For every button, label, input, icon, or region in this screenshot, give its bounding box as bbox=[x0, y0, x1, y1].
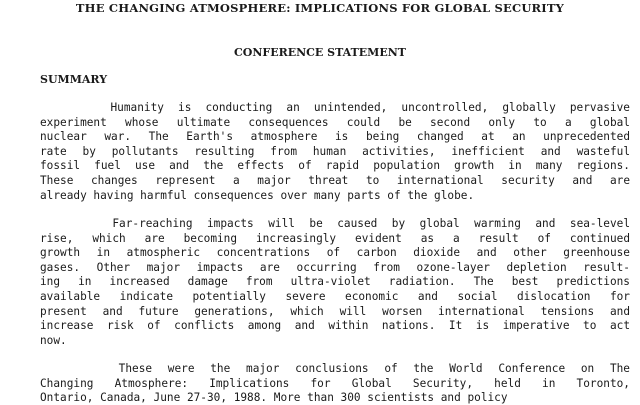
paragraph-line: now. bbox=[40, 333, 67, 347]
paragraph-line: present and future generations, which will worsen international tensions and bbox=[40, 304, 630, 318]
paragraph-line: gases. Other major impacts are occurring from ozone-layer depletion result- bbox=[40, 260, 630, 274]
paragraph-line: growth in atmospheric concentrations of carbon dioxide and other greenhouse bbox=[40, 246, 630, 260]
paragraph-3 bbox=[40, 362, 630, 405]
paragraph-line: already having harmful consequences over many parts of the globe. bbox=[40, 188, 475, 202]
document-title: THE CHANGING ATMOSPHERE: IMPLICATIONS FOR GLOBAL SECURITY bbox=[75, 1, 565, 15]
paragraph-line: Far-reaching impacts will be caused by global warming and sea-level bbox=[40, 217, 630, 230]
paragraph-line: Changing Atmosphere: Implications for Global Security, held in Toronto, bbox=[40, 376, 630, 390]
paragraph-line: rise, which are becoming increasingly evident as a result of continued bbox=[40, 231, 630, 245]
paragraph-line: These changes represent a major threat to international security and are bbox=[40, 173, 630, 187]
document-subtitle: CONFERENCE STATEMENT bbox=[234, 46, 406, 59]
section-heading: SUMMARY bbox=[40, 73, 108, 86]
paragraph-line: Humanity is conducting an unintended, uncontrolled, globally pervasive bbox=[40, 101, 630, 114]
paragraph-line: increase risk of conflicts among and within nations. It is imperative to act bbox=[40, 319, 630, 333]
paragraph-line: nuclear war. The Earth's atmosphere is being changed at an unprecedented bbox=[40, 130, 630, 144]
paragraph-line: ing in increased damage from ultra-violet radiation. The best predictions bbox=[40, 275, 630, 289]
paragraph-2 bbox=[40, 217, 630, 348]
paragraph-line: available indicate potentially severe economic and social dislocation for bbox=[40, 289, 630, 303]
paragraph-line: experiment whose ultimate consequences could be second only to a global bbox=[40, 115, 630, 129]
paragraph-line: fossil fuel use and the effects of rapid population growth in many regions. bbox=[40, 159, 630, 173]
paragraph-line: These were the major conclusions of the World Conference on The bbox=[40, 362, 630, 375]
paragraph-line: Ontario, Canada, June 27-30, 1988. More than 300 scientists and policy bbox=[40, 391, 508, 405]
paragraph-1 bbox=[40, 101, 630, 203]
paragraph-line: rate by pollutants resulting from human activities, inefficient and wasteful bbox=[40, 144, 630, 158]
